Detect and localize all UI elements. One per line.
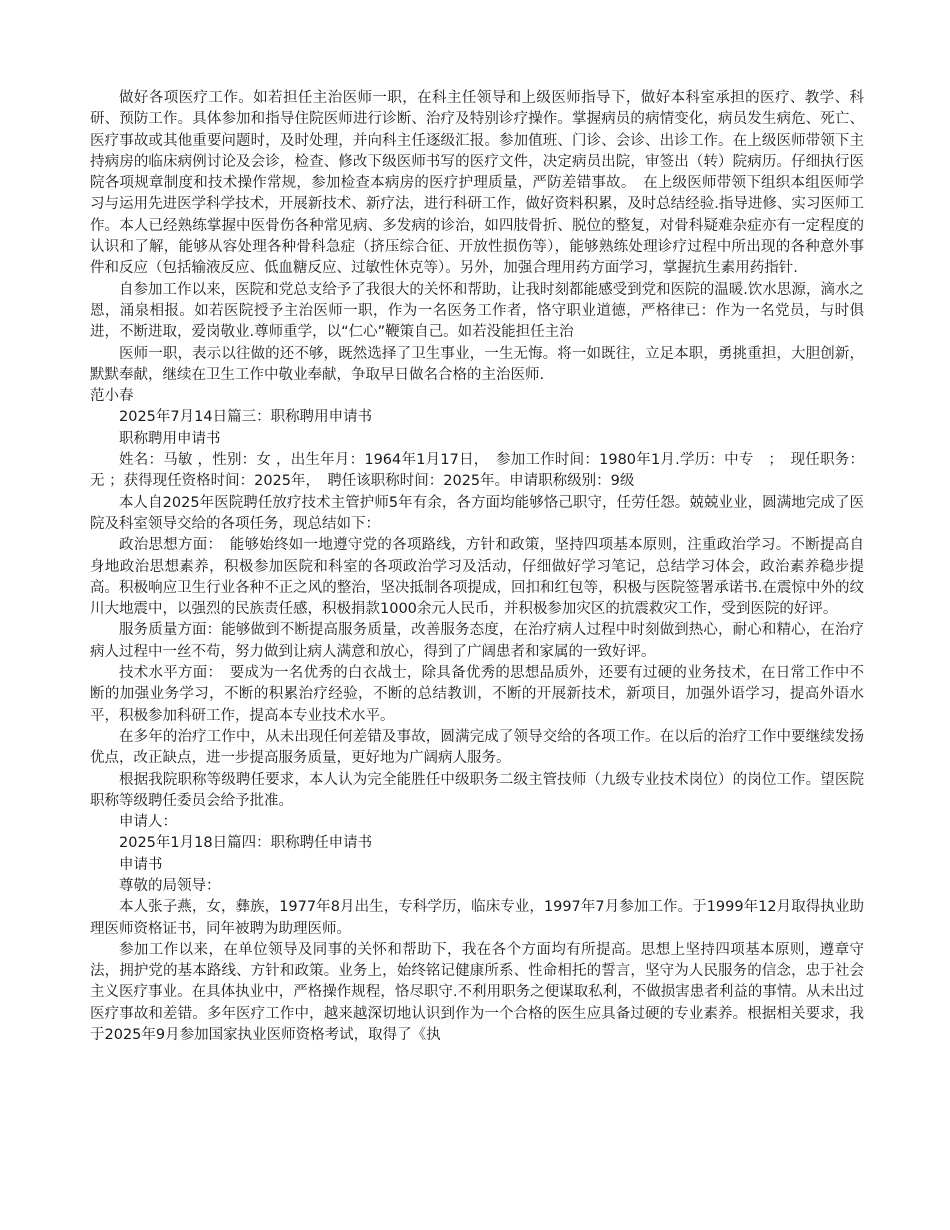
paragraph-work-experience: 参加工作以来，在单位领导及同事的关怀和帮助下，我在各个方面均有所提高。思想上坚持四项基本原则，遵章守法，拥护党的基本路线、方针和政策。业务上，始终铭记健康所系、性命相托的誓言，坚守为人民服务的信念，忠于社会主义医疗事业。在具体执业中，严格操作规程，恪尽职守.不利用职务之便谋取私利，不做损害患者利益的事情。从未出过医疗事故和差错。多年医疗工作中，越来越深切地认识到作为一个合格的医生应具备过硬的专业素养。根据相关要求，我于2025年9月参加国家执业医师资格考试，取得了《执 (90, 941, 864, 1044)
paragraph-commitment: 医师一职，表示以往做的还不够，既然选择了卫生事业，一生无悔。将一如既往，立足本职，勇挑重担，大胆创新，默默奉献，继续在卫生工作中敬业奉献，争取早日做名合格的主治医师. (90, 345, 864, 383)
paragraph-request: 根据我院职称等级聘任要求，本人认为完全能胜任中级职务二级主管技师（九级专业技术岗位）的岗位工作。望医院职称等级聘任委员会给予批准。 (90, 771, 864, 809)
section-title: 职称聘用申请书 (119, 430, 221, 447)
paragraph-political: 政治思想方面： 能够始终如一地遵守党的各项路线，方针和政策，坚持四项基本原则，注重政治学习。不断提高自身地政治思想素养，积极参加医院和科室的各项政治学习及活动，仔细做好学习笔记，总结学习体会，政治素养稳步提高。积极响应卫生行业各种不正之风的整治，坚决抵制各项提成，回扣和红包等，积极与医院签署承诺书.在震惊中外的纹川大地震中，以强烈的民族责任感，积极捐款1000余元人民币，并积极参加灾区的抗震救灾工作，受到医院的好评。 (90, 537, 864, 618)
paragraph-treatment-work: 在多年的治疗工作中，从未出现任何差错及事故，圆满完成了领导交给的各项工作。在以后的治疗工作中要继续发扬优点，改正缺点，进一步提高服务质量，更好地为广阔病人服务。 (90, 728, 864, 767)
applicant-label: 申请人： (119, 814, 177, 831)
signature-name: 范小春 (90, 388, 134, 405)
paragraph-summary-intro: 本人自2025年医院聘任放疗技术主管护师5年有余，各方面均能够恪己职守，任劳任怨。兢兢业业，圆满地完成了医院及科室领导交给的各项任务，现总结如下： (90, 494, 864, 532)
paragraph-medical-duties: 做好各项医疗工作。如若担任主治医师一职，在科主任领导和上级医师指导下，做好本科室承担的医疗、教学、科研、预防工作。具体参加和指导住院医师进行诊断、治疗及特别诊疗操作。掌握病员的病情变化，病员发生病危、死亡、医疗事故或其他重要问题时，及时处理，并向科主任逐级汇报。参加值班、门诊、会诊、出诊工作。在上级医师带领下主持病房的临床病例讨论及会诊，检查、修改下级医师书写的医疗文件，决定病员出院，审签出（转）院病历。仔细执行医院各项规章制度和技术操作常规，参加检查本病房的医疗护理质量，严防差错事故。 在上级医师带领下组织本组医师学习与运用先进医学科学技术，开展新技术、新疗法，进行科研工作，做好资料积累，及时总结经验.指导进修、实习医师工作。本人已经熟练掌握中医骨伤各种常见病、多发病的诊治，如四肢骨折、脱位的整复，对骨科疑难杂症亦有一定程度的认识和了解，能够从容处理各种骨科急症（挤压综合征、开放性损伤等），能够熟练处理诊疗过程中所出现的各种意外事件和反应（包括输液反应、低血糖反应、过敏性休克等）。另外，加强合理用药方面学习，掌握抗生素用药指针. (90, 90, 864, 277)
paragraph-personal-info: 本人张子燕，女，彝族，1977年8月出生，专科学历，临床专业，1997年7月参加工作。于1999年12月取得执业助理医师资格证书，同年被聘为助理医师。 (90, 899, 864, 937)
applicant-info: 姓名：马敏 ，性别：女 ，出生年月：1964年1月17日， 参加工作时间：1980年1月.学历：中专 ； 现任职务：无 ；获得现任资格时间：2025年， 聘任该职称时间：2025年。申请职称级别：9级 (90, 452, 864, 490)
date-heading-part3: 2025年7月14日篇三：职称聘用申请书 (119, 409, 373, 426)
paragraph-technical-level: 技术水平方面： 要成为一名优秀的白衣战士，除具备优秀的思想品质外，还要有过硬的业务技术，在日常工作中不断的加强业务学习，不断的积累治疗经验，不断的总结教训，不断的开展新技术，新项目，加强外语学习，提高外语水平，积极参加科研工作，提高本专业技术水平。 (90, 665, 864, 724)
paragraph-service-quality: 服务质量方面：能够做到不断提高服务质量，改善服务态度，在治疗病人过程中时刻做到热心，耐心和精心，在治疗病人过程中一丝不苟，努力做到让病人满意和放心，得到了广阔患者和家属的一致好评。 (90, 622, 864, 660)
salutation: 尊敬的局领导： (119, 877, 221, 894)
paragraph-gratitude: 自参加工作以来，医院和党总支给予了我很大的关怀和帮助，让我时刻都能感受到党和医院的温暖.饮水思源，滴水之恩，涌泉相报。如若医院授予主治医师一职，作为一名医务工作者，恪守职业道德，严格律已：作为一名党员，与时俱进，不断进取，爱岗敬业.尊师重学，以“仁心”鞭策自己。如若没能担任主治 (90, 281, 864, 341)
application-title: 申请书 (119, 856, 163, 873)
date-heading-part4: 2025年1月18日篇四：职称聘任申请书 (119, 835, 373, 852)
